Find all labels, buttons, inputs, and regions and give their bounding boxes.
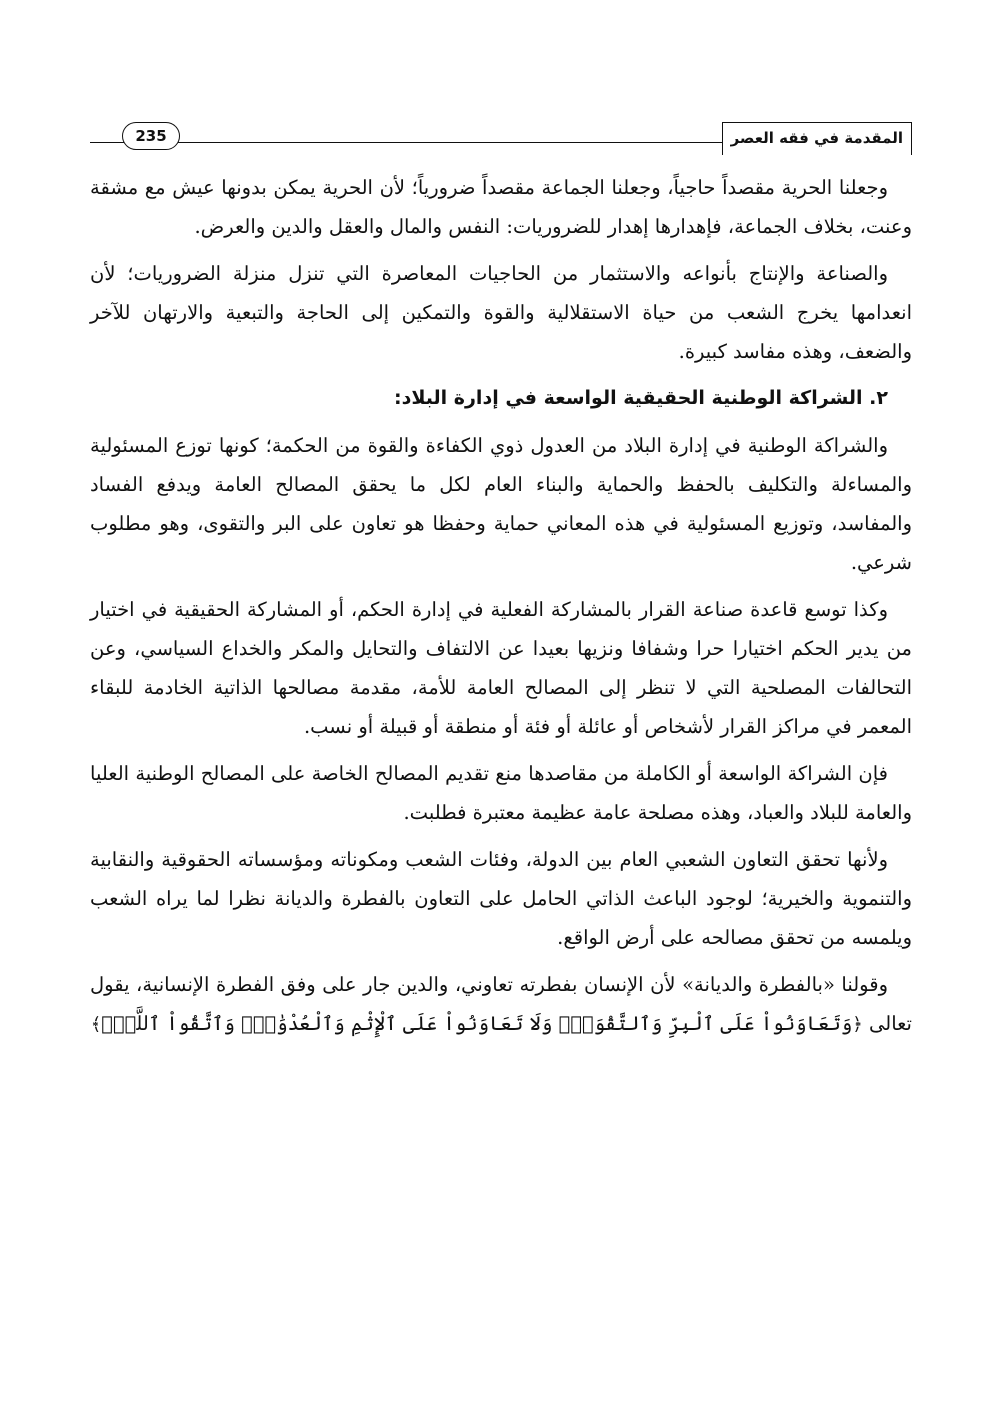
- page-header: [90, 118, 912, 158]
- section-heading-national-partnership: ٢. الشراكة الوطنية الحقيقية الواسعة في إدارة البلاد:: [393, 387, 888, 409]
- ornate-close-bracket: ﴾: [90, 1014, 102, 1035]
- quran-verse: وَتَعَاوَنُواْ عَلَى ٱلْبِرِّ وَٱلتَّقْوَىٰۖ وَلَا تَعَاوَنُواْ عَلَى ٱلْإِثْمِ وَٱلْعُدْوَٰنِۚ وَٱتَّقُواْ ٱللَّهَۖ: [101, 1012, 853, 1035]
- ornate-open-bracket: ﴿: [852, 1014, 863, 1035]
- paragraph-national-partnership: والشراكة الوطنية في إدارة البلاد من العدول ذوي الكفاءة والقوة من الحكمة؛ كونها توزع المسئولية والمساءلة والتكليف بالحفظ والحماية والبناء العام لكل ما يحقق المصالح العامة ويدفع الفساد والمفاسد، وتوزيع المسئولية في هذه المعاني حماية وحفظا هو تعاون على البر والتقوى، وهو مطلوب شرعي.: [90, 434, 912, 574]
- paragraph-nature-religion: [90, 965, 912, 1044]
- paragraph-freedom-necessity: وجعلنا الحرية مقصداً حاجياً، وجعلنا الجماعة مقصداً ضرورياً؛ لأن الحرية يمكن بدونها عيش مع مشقة وعنت، بخلاف الجماعة، فإهدارها إهدار للضروريات: النفس والمال والعقل والدين والعرض.: [90, 176, 912, 238]
- paragraph-decision-making: وكذا توسع قاعدة صناعة القرار بالمشاركة الفعلية في إدارة الحكم، أو المشاركة الحقيقية في اختيار من يدير الحكم اختيارا حرا وشفافا ونزيها بعيدا عن الالتفاف والتحايل والمكر والخداع السياسي، وعن التحالفات المصلحية التي لا تنظر إلى المصالح العامة للأمة، مقدمة مصالحها الذاتية الخادمة للبقاء المعمر في مراكز القرار لأشخاص أو عائلة أو فئة أو منطقة أو قبيلة أو نسب.: [90, 598, 912, 738]
- page-number: 235: [122, 122, 180, 150]
- body-text: [90, 168, 912, 1052]
- running-title: المقدمة في فقه العصر: [722, 122, 912, 155]
- paragraph-popular-cooperation: ولأنها تحقق التعاون الشعبي العام بين الدولة، وفئات الشعب ومكوناته ومؤسساته الحقوقية والنقابية والتنموية والخيرية؛ لوجود الباعث الذاتي الحامل على التعاون بالفطرة والديانة نظرا لما يراه الشعب ويلمسه من تحقق مصالحه على أرض الواقع.: [90, 848, 912, 949]
- quote-intro-text: وقولنا «بالفطرة والديانة» لأن الإنسان بفطرته تعاوني، والدين جار على وفق الفطرة الإنسانية، يقول تعالى: [90, 973, 912, 1035]
- paragraph-broad-partnership: فإن الشراكة الواسعة أو الكاملة من مقاصدها منع تقديم المصالح الخاصة على المصالح الوطنية العليا والعامة للبلاد والعباد، وهذه مصلحة عامة عظيمة معتبرة فطلبت.: [90, 762, 912, 824]
- paragraph-industry-production: والصناعة والإنتاج بأنواعه والاستثمار من الحاجيات المعاصرة التي تنزل منزلة الضروريات؛ لأن انعدامها يخرج الشعب من حياة الاستقلالية والقوة والتمكين إلى الحاجة والتبعية والارتهان للآخر والضعف، وهذه مفاسد كبيرة.: [90, 262, 912, 363]
